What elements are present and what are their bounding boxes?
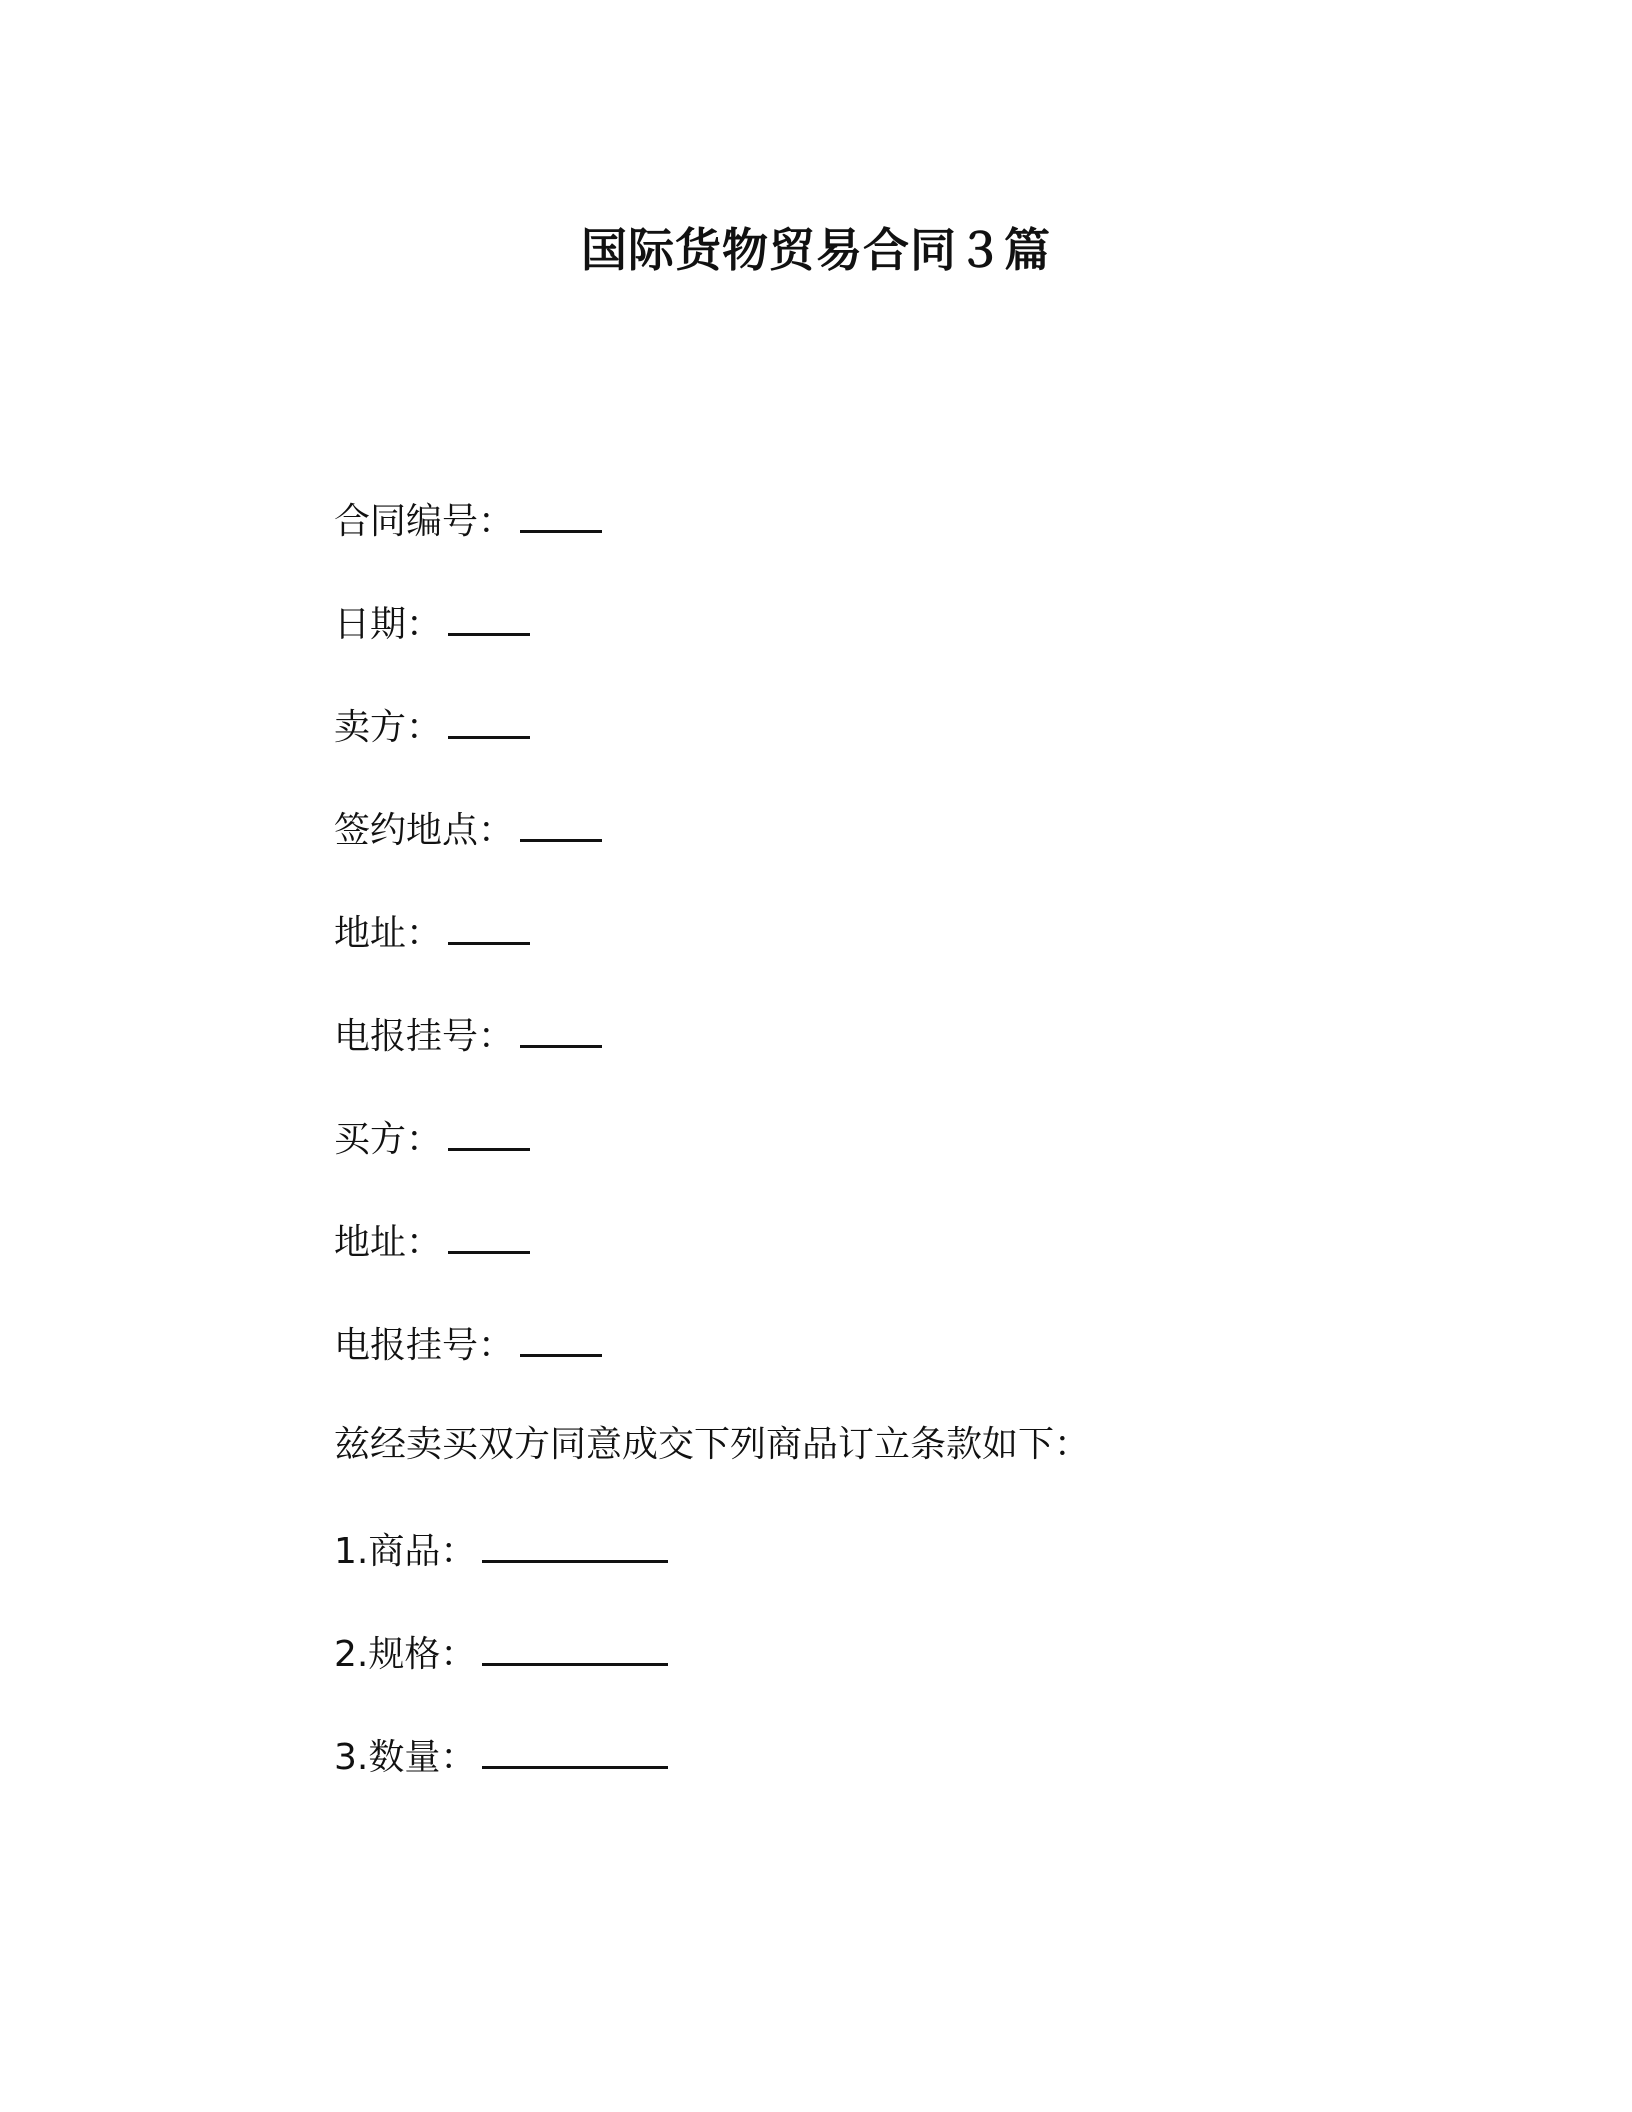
date-label: 日期： [334, 604, 443, 645]
buyer-telegraph-label: 电报挂号： [334, 1325, 515, 1366]
buyer-telegraph-field [334, 1320, 602, 1368]
document-title: 国际货物贸易合同３篇 [581, 223, 1051, 277]
item-goods-blank [482, 1526, 668, 1563]
item-quantity-blank [482, 1732, 668, 1769]
item-specification-blank [482, 1629, 668, 1666]
item-goods-label: 1.商品： [334, 1531, 477, 1572]
signing-place-label: 签约地点： [334, 810, 515, 851]
date-blank [448, 599, 530, 636]
contract-number-field [334, 496, 602, 544]
seller-address-label: 地址： [334, 913, 443, 954]
date-field [334, 599, 530, 647]
buyer-field [334, 1114, 530, 1162]
buyer-address-label: 地址： [334, 1222, 443, 1263]
intro-paragraph: 兹经卖买双方同意成交下列商品订立条款如下： [334, 1424, 1091, 1465]
seller-label: 卖方： [334, 707, 443, 748]
seller-telegraph-field [334, 1011, 602, 1059]
item-goods-field [334, 1526, 668, 1574]
contract-number-label: 合同编号： [334, 501, 515, 542]
buyer-address-blank [448, 1217, 530, 1254]
item-quantity-field [334, 1732, 668, 1780]
seller-field [334, 702, 530, 750]
buyer-blank [448, 1114, 530, 1151]
seller-address-field [334, 908, 530, 956]
signing-place-blank [520, 805, 602, 842]
seller-telegraph-blank [520, 1011, 602, 1048]
contract-number-blank [520, 496, 602, 533]
item-specification-field [334, 1629, 668, 1677]
item-quantity-label: 3.数量： [334, 1737, 477, 1778]
seller-blank [448, 702, 530, 739]
buyer-address-field [334, 1217, 530, 1265]
seller-address-blank [448, 908, 530, 945]
buyer-label: 买方： [334, 1119, 443, 1160]
signing-place-field [334, 805, 602, 853]
item-specification-label: 2.规格： [334, 1634, 477, 1675]
buyer-telegraph-blank [520, 1320, 602, 1357]
seller-telegraph-label: 电报挂号： [334, 1016, 515, 1057]
